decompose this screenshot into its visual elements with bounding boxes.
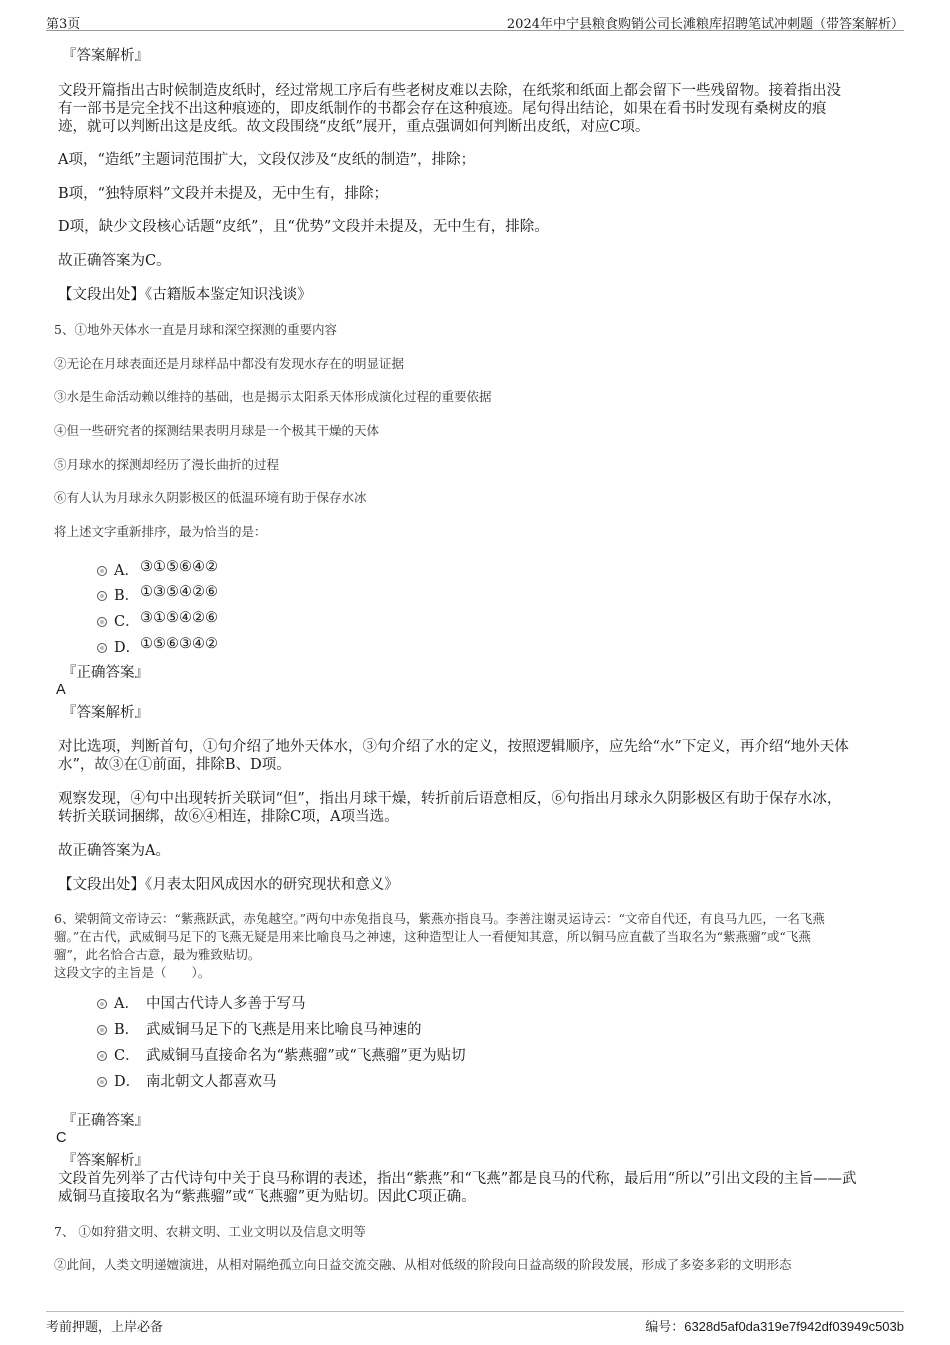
q5-sentence-1: 5、①地外天体水一直是月球和深空探测的重要内容 xyxy=(54,322,337,337)
q5-answer: A xyxy=(56,682,66,698)
q4-option-d-analysis: D项，缺少文段核心话题“皮纸”，且“优势”文段并未提及，无中生有，排除。 xyxy=(58,219,549,235)
document-title: 2024年中宁县粮食购销公司长滩粮库招聘笔试冲刺题（带答案解析） xyxy=(506,17,904,32)
q6-analysis-line-1: 文段首先列举了古代诗句中关于良马称谓的表述，指出“紫燕”和“飞燕”都是良马的代称，最后用“所以”引出文段的主旨——武 xyxy=(58,1171,857,1187)
page-footer xyxy=(46,1311,904,1334)
q7-line-2: ②此间，人类文明递嬗演进，从相对隔绝孤立向日益交流交融、从相对低级的阶段向日益高级的阶段发展，形成了多姿多彩的文明形态 xyxy=(54,1257,792,1272)
q4-option-b-analysis: B项，“独特原料”文段并未提及，无中生有，排除； xyxy=(58,186,388,202)
q5-option-b-text: ①③⑤④②⑥ xyxy=(140,584,218,600)
radio-icon[interactable] xyxy=(97,617,107,627)
q5-option-b-letter: B． xyxy=(114,588,140,604)
q4-analysis-line-2: 有一部书是完全找不出这种痕迹的，即皮纸制作的书都会存在这种痕迹。尾句得出结论，如果在看书时发现有桑树皮的痕 xyxy=(58,101,827,117)
q6-stem-line-3: 骝”，此名恰合古意，最为雅致贴切。 xyxy=(54,947,261,962)
q4-analysis-line-1: 文段开篇指出古时候制造皮纸时，经过常规工序后有些老树皮难以去除，在纸浆和纸面上都会留下一些残留物。接着指出没 xyxy=(58,83,841,99)
q5-conclusion: 故正确答案为A。 xyxy=(58,843,170,859)
q5-analysis-line-2: 水”，故③在①前面，排除B、D项。 xyxy=(58,757,291,773)
q6-option-b-letter: B． xyxy=(114,1022,140,1038)
q5-option-a-letter: A． xyxy=(114,563,139,579)
q5-analysis-line-3: 观察发现，④句中出现转折关联词“但”，指出月球干燥，转折前后语意相反，⑥句指出月球永久阴影极区有助于保存水冰， xyxy=(58,791,842,807)
q6-option-a-letter: A． xyxy=(114,996,139,1012)
radio-icon[interactable] xyxy=(97,1077,107,1087)
radio-icon[interactable] xyxy=(97,643,107,653)
footer-slogan: 考前押题，上岸必备 xyxy=(46,1320,164,1335)
document-id: 编号：6328d5af0da319e7f942df03949c503b xyxy=(645,1319,904,1334)
q5-sentence-4: ④但一些研究者的探测结果表明月球是一个极其干燥的天体 xyxy=(54,423,380,438)
q4-option-a-analysis: A项，“造纸”主题词范围扩大，文段仅涉及“皮纸的制造”，排除； xyxy=(58,152,476,168)
q4-source: 【文段出处】《古籍版本鉴定知识浅谈》 xyxy=(58,287,312,303)
page-number: 第3页 xyxy=(46,17,81,32)
q5-analysis-line-4: 转折关联词捆绑，故⑥④相连，排除C项，A项当选。 xyxy=(58,809,399,825)
q6-answer: C xyxy=(56,1130,67,1146)
q6-option-c-letter: C． xyxy=(114,1048,140,1064)
q5-option-c-text: ③①⑤④②⑥ xyxy=(140,610,218,626)
q6-option-a-text: 中国古代诗人多善于写马 xyxy=(146,996,306,1012)
q6-analysis-line-2: 威铜马直接取名为“紫燕骝”或“飞燕骝”更为贴切。因此C项正确。 xyxy=(58,1189,476,1205)
q6-option-d-text: 南北朝文人都喜欢马 xyxy=(146,1074,277,1090)
radio-icon[interactable] xyxy=(97,591,107,601)
q6-stem-line-1: 6、梁朝简文帝诗云：“紫燕跃武，赤兔越空。”两句中赤兔指良马，紫燕亦指良马。李善注谢灵运诗云：“文帝自代还，有良马九匹，一名飞燕 xyxy=(54,911,825,926)
q5-prompt: 将上述文字重新排序，最为恰当的是： xyxy=(54,524,267,539)
radio-icon[interactable] xyxy=(97,566,107,576)
page-header xyxy=(46,10,904,31)
radio-icon[interactable] xyxy=(97,999,107,1009)
q6-analysis-label: 『答案解析』 xyxy=(62,1153,149,1169)
q7-line-1: 7、 ①如狩猎文明、农耕文明、工业文明以及信息文明等 xyxy=(54,1224,366,1239)
q6-option-b-text: 武威铜马足下的飞燕是用来比喻良马神速的 xyxy=(146,1022,422,1038)
q5-answer-label: 『正确答案』 xyxy=(62,665,149,681)
q6-stem-line-2: 骝。”在古代，武威铜马足下的飞燕无疑是用来比喻良马之神速，这种造型让人一看便知其意，所以铜马应直截了当取名为“紫燕骝”或“飞燕 xyxy=(54,929,811,944)
radio-icon[interactable] xyxy=(97,1051,107,1061)
q5-analysis-label: 『答案解析』 xyxy=(62,705,149,721)
q4-analysis-line-3: 迹，就可以判断出这是皮纸。故文段围绕“皮纸”展开，重点强调如何判断出皮纸，对应C项。 xyxy=(58,119,650,135)
q5-option-d-text: ①⑤⑥③④② xyxy=(140,636,218,652)
q4-conclusion: 故正确答案为C。 xyxy=(58,253,171,269)
radio-icon[interactable] xyxy=(97,1025,107,1035)
q5-sentence-6: ⑥有人认为月球永久阴影极区的低温环境有助于保存水冰 xyxy=(54,490,367,505)
q5-analysis-line-1: 对比选项，判断首句，①句介绍了地外天体水，③句介绍了水的定义，按照逻辑顺序，应先给“水”下定义，再介绍“地外天体 xyxy=(58,739,849,755)
q6-stem-question: 这段文字的主旨是（ ）。 xyxy=(54,965,211,980)
q5-option-a-text: ③①⑤⑥④② xyxy=(140,559,218,575)
q4-analysis-label: 『答案解析』 xyxy=(62,48,149,64)
q5-option-d-letter: D． xyxy=(114,640,141,656)
q6-option-d-letter: D． xyxy=(114,1074,141,1090)
q5-sentence-2: ②无论在月球表面还是月球样品中都没有发现水存在的明显证据 xyxy=(54,356,405,371)
q5-sentence-5: ⑤月球水的探测却经历了漫长曲折的过程 xyxy=(54,457,280,472)
q6-answer-label: 『正确答案』 xyxy=(62,1113,149,1129)
q5-sentence-3: ③水是生命活动赖以维持的基础，也是揭示太阳系天体形成演化过程的重要依据 xyxy=(54,389,492,404)
q5-source: 【文段出处】《月表太阳风成因水的研究现状和意义》 xyxy=(58,877,399,893)
q5-option-c-letter: C． xyxy=(114,614,140,630)
q6-option-c-text: 武威铜马直接命名为“紫燕骝”或“飞燕骝”更为贴切 xyxy=(146,1048,466,1064)
